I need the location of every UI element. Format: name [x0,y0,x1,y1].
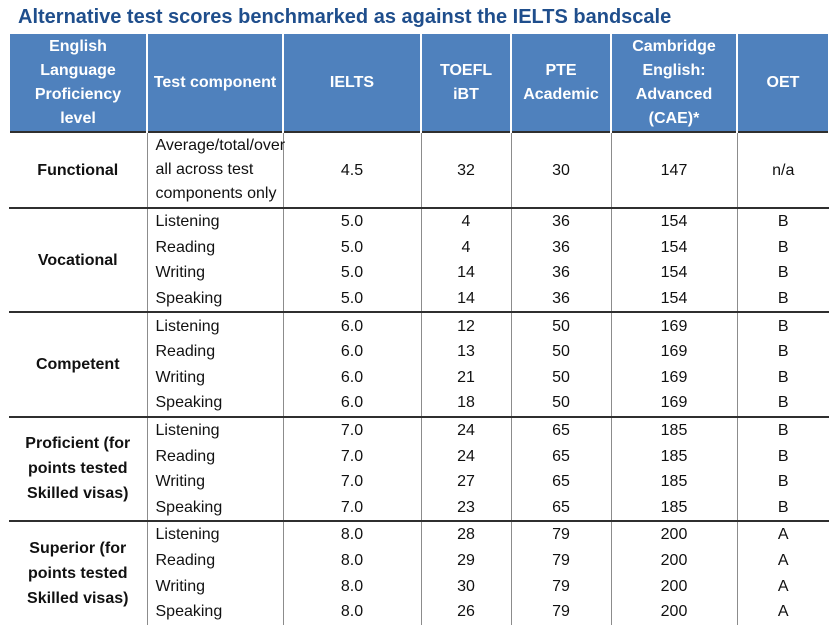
oet-cell: A [737,548,829,574]
toefl-cell: 23 [421,495,511,522]
toefl-cell: 21 [421,365,511,391]
page-title: Alternative test scores benchmarked as against the IELTS bandscale [18,6,672,28]
oet-cell: B [737,339,829,365]
pte-cell: 36 [511,260,611,286]
toefl-cell: 28 [421,521,511,548]
toefl-cell: 12 [421,312,511,339]
cae-cell: 185 [611,417,737,444]
cae-cell: 169 [611,390,737,417]
component-cell: Reading [147,548,283,574]
toefl-cell: 29 [421,548,511,574]
level-cell: Proficient (for points tested Skilled visas) [9,417,147,521]
header-level: English Language Proficiency level [9,34,147,132]
toefl-cell: 32 [421,132,511,208]
component-cell: Listening [147,208,283,235]
ielts-cell: 8.0 [283,599,421,625]
pte-cell: 79 [511,599,611,625]
ielts-cell: 5.0 [283,260,421,286]
component-cell: Speaking [147,599,283,625]
pte-cell: 79 [511,521,611,548]
toefl-cell: 18 [421,390,511,417]
component-cell: Listening [147,312,283,339]
toefl-cell: 27 [421,469,511,495]
oet-cell: A [737,521,829,548]
cae-cell: 200 [611,521,737,548]
ielts-cell: 5.0 [283,208,421,235]
oet-cell: B [737,260,829,286]
pte-cell: 50 [511,390,611,417]
component-cell: Writing [147,469,283,495]
toefl-cell: 14 [421,286,511,313]
header-cae: Cambridge English: Advanced (CAE)* [611,34,737,132]
table-row [9,417,829,444]
pte-cell: 65 [511,417,611,444]
ielts-cell: 6.0 [283,312,421,339]
pte-cell: 65 [511,469,611,495]
level-cell: Functional [9,132,147,208]
pte-cell: 79 [511,573,611,599]
cae-cell: 200 [611,599,737,625]
component-cell: Speaking [147,286,283,313]
pte-cell: 50 [511,365,611,391]
oet-cell: B [737,365,829,391]
cae-cell: 200 [611,573,737,599]
pte-cell: 36 [511,286,611,313]
oet-cell: B [737,417,829,444]
ielts-cell: 7.0 [283,495,421,522]
oet-cell: B [737,390,829,417]
ielts-cell: 8.0 [283,548,421,574]
level-cell: Superior (for points tested Skilled visas) [9,521,147,624]
cae-cell: 154 [611,208,737,235]
oet-cell: B [737,235,829,261]
ielts-cell: 7.0 [283,417,421,444]
toefl-cell: 14 [421,260,511,286]
component-cell: Reading [147,235,283,261]
oet-cell: B [737,312,829,339]
cae-cell: 169 [611,339,737,365]
level-cell: Competent [9,312,147,416]
pte-cell: 79 [511,548,611,574]
header-row [9,34,829,132]
oet-cell: B [737,208,829,235]
toefl-cell: 24 [421,417,511,444]
score-table [8,34,830,625]
header-oet: OET [737,34,829,132]
ielts-cell: 7.0 [283,469,421,495]
pte-cell: 30 [511,132,611,208]
cae-cell: 185 [611,443,737,469]
oet-cell: B [737,469,829,495]
component-cell: Listening [147,521,283,548]
cae-cell: 185 [611,495,737,522]
ielts-cell: 7.0 [283,443,421,469]
oet-cell: B [737,443,829,469]
ielts-cell: 6.0 [283,339,421,365]
oet-cell: A [737,599,829,625]
table-row [9,312,829,339]
pte-cell: 65 [511,443,611,469]
component-cell: Writing [147,260,283,286]
pte-cell: 50 [511,339,611,365]
cae-cell: 200 [611,548,737,574]
header-test-component: Test component [147,34,283,132]
pte-cell: 50 [511,312,611,339]
ielts-cell: 6.0 [283,365,421,391]
ielts-cell: 5.0 [283,286,421,313]
header-toefl: TOEFL iBT [421,34,511,132]
table-row [9,132,829,208]
table-row [9,208,829,235]
oet-cell: A [737,573,829,599]
toefl-cell: 30 [421,573,511,599]
ielts-cell: 6.0 [283,390,421,417]
ielts-cell: 8.0 [283,573,421,599]
toefl-cell: 24 [421,443,511,469]
table-row [9,521,829,548]
component-cell: Listening [147,417,283,444]
toefl-cell: 26 [421,599,511,625]
cae-cell: 154 [611,235,737,261]
ielts-cell: 4.5 [283,132,421,208]
oet-cell: n/a [737,132,829,208]
ielts-cell: 8.0 [283,521,421,548]
cae-cell: 169 [611,312,737,339]
component-cell: Speaking [147,390,283,417]
ielts-cell: 5.0 [283,235,421,261]
toefl-cell: 4 [421,208,511,235]
component-cell: Writing [147,573,283,599]
cae-cell: 154 [611,286,737,313]
component-cell: Average/total/over all across test components only [147,132,283,208]
header-pte: PTE Academic [511,34,611,132]
cae-cell: 169 [611,365,737,391]
pte-cell: 65 [511,495,611,522]
component-cell: Reading [147,443,283,469]
toefl-cell: 13 [421,339,511,365]
pte-cell: 36 [511,208,611,235]
level-cell: Vocational [9,208,147,312]
component-cell: Reading [147,339,283,365]
cae-cell: 154 [611,260,737,286]
component-cell: Speaking [147,495,283,522]
toefl-cell: 4 [421,235,511,261]
cae-cell: 147 [611,132,737,208]
oet-cell: B [737,286,829,313]
pte-cell: 36 [511,235,611,261]
oet-cell: B [737,495,829,522]
cae-cell: 185 [611,469,737,495]
header-ielts: IELTS [283,34,421,132]
component-cell: Writing [147,365,283,391]
table-body [9,132,829,625]
